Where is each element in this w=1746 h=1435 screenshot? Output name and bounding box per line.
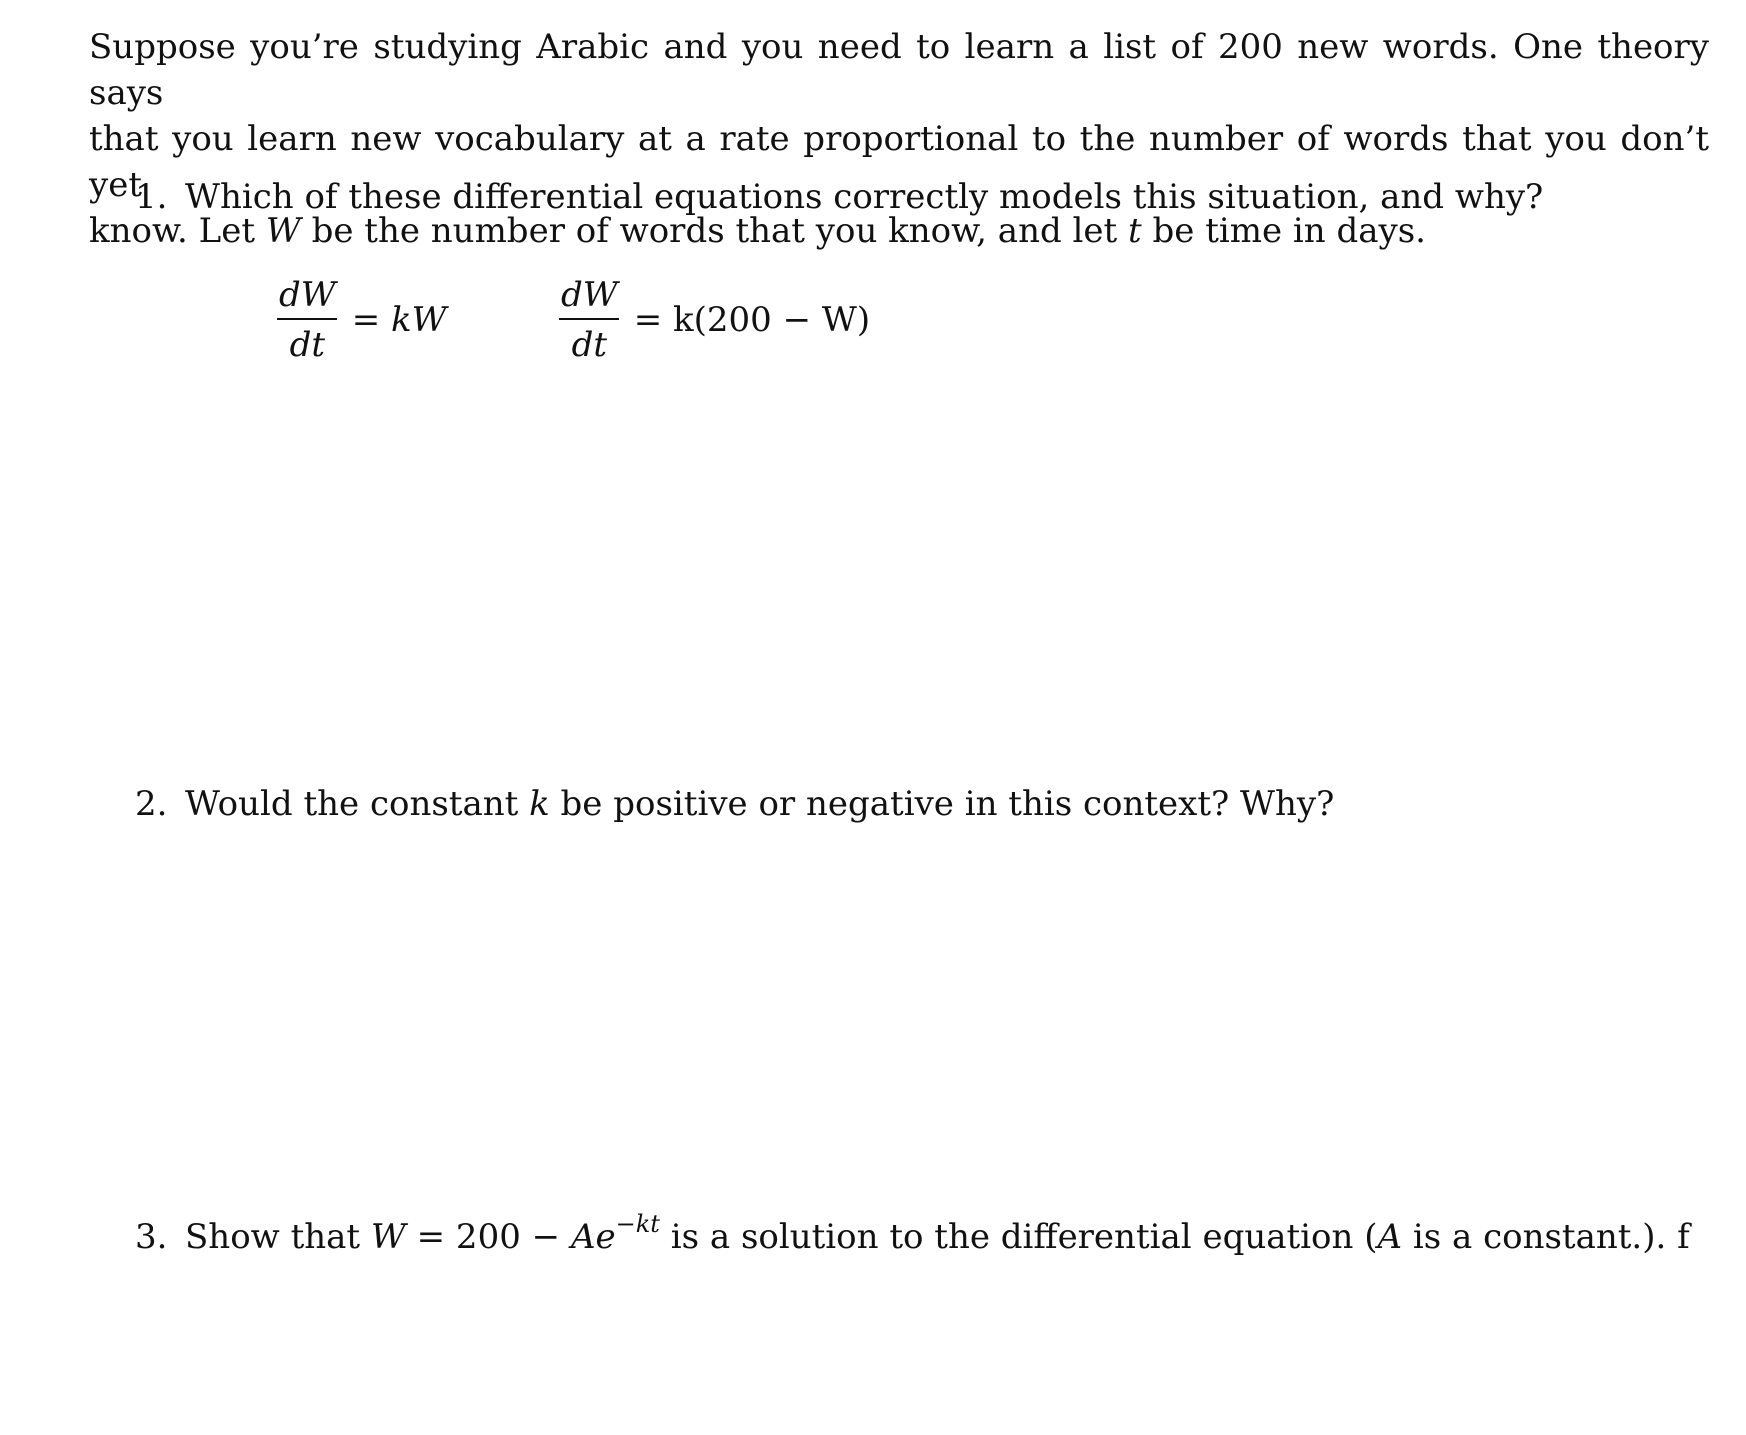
equation-operator: = 200 − (405, 1217, 571, 1257)
fraction-numerator: dW (561, 275, 618, 315)
constant-a: A (1377, 1217, 1403, 1257)
equation-options (275, 275, 975, 368)
question-2-text-end: be positive or negative in this context? Why? (549, 784, 1335, 824)
question-2-number: 2. (135, 784, 168, 824)
intro-line-3-middle: be the number of words that you know, and let (300, 211, 1129, 251)
equation-option-1 (275, 275, 447, 365)
term-ae: Ae (570, 1217, 616, 1257)
fraction-numerator: dW (279, 275, 336, 315)
question-2 (135, 781, 1334, 827)
fraction-dw-dt-1 (275, 275, 340, 365)
question-2-text-start: Would the constant (185, 784, 530, 824)
exponent: −kt (615, 1210, 660, 1238)
fraction-denominator: dt (289, 325, 326, 365)
fraction-denominator: dt (571, 325, 608, 365)
equation-2-rhs: = k(200 − W) (633, 300, 871, 340)
variable-w: W (370, 1217, 406, 1257)
question-3-text-middle: is a solution to the differential equation ( (659, 1217, 1378, 1257)
question-1-text: Which of these differential equations correctly models this situation, and why? (185, 177, 1544, 217)
question-1-number: 1. (135, 177, 168, 217)
constant-k: k (529, 784, 550, 824)
intro-line-3-start: know. Let (89, 211, 266, 251)
question-3-text-end: is a constant.). f (1402, 1217, 1690, 1257)
variable-t: t (1128, 211, 1142, 251)
intro-line-1: Suppose you’re studying Arabic and you need to learn a list of 200 new words. One theory says (89, 27, 1709, 113)
intro-line-3-end: be time in days. (1141, 211, 1426, 251)
question-3-number: 3. (135, 1217, 168, 1257)
fraction-dw-dt-2 (557, 275, 622, 365)
question-1 (135, 174, 1543, 220)
question-3 (135, 1210, 1690, 1263)
equation-option-2 (557, 275, 871, 365)
equation-1-rhs: = kW (351, 300, 447, 340)
variable-w: W (265, 211, 301, 251)
question-3-text-start: Show that (185, 1217, 371, 1257)
intro-line-2: that you learn new vocabulary at a rate proportional to the number of words that you don’t yet (89, 119, 1709, 205)
